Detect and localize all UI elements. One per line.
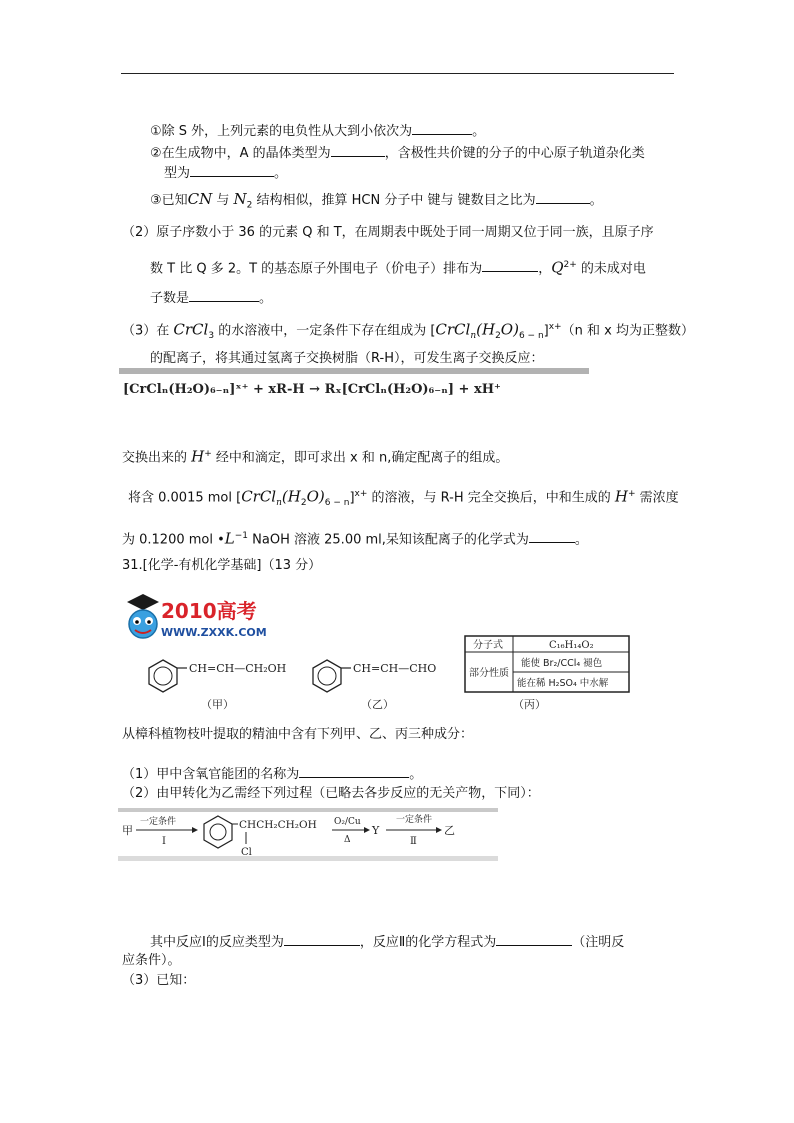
part3-text: （3）在 bbox=[122, 323, 174, 339]
crcl3-formula: CrCl bbox=[173, 320, 209, 339]
answer-blank[interactable] bbox=[536, 190, 590, 204]
bing-label: （丙） bbox=[513, 698, 546, 711]
h2o-subscript: 2 bbox=[495, 330, 501, 341]
q31-reaction-text-cont: ，反应Ⅱ的化学方程式为 bbox=[359, 935, 497, 950]
item3-end: 。 bbox=[589, 193, 603, 208]
answer-blank[interactable] bbox=[189, 288, 259, 302]
item1-end: 。 bbox=[472, 124, 486, 139]
answer-blank[interactable] bbox=[482, 258, 538, 272]
part3c-text: 交换出来的 bbox=[122, 450, 192, 466]
reaction-flow-image bbox=[118, 808, 498, 863]
header-rule bbox=[121, 73, 674, 74]
benzene-ring-jia bbox=[149, 660, 187, 692]
flow-y: Y bbox=[372, 824, 380, 837]
h2o-formula-2: (H bbox=[281, 487, 301, 506]
q31-part1-text: （1）甲中含氧官能团的名称为 bbox=[122, 767, 300, 782]
answer-blank[interactable] bbox=[529, 529, 575, 543]
yi-label: （乙） bbox=[361, 698, 394, 711]
arrow-right-icon bbox=[364, 827, 370, 833]
item2-text-cont: ，含极性共价键的分子的中心原子轨道杂化类 bbox=[384, 146, 645, 161]
flow-end: 乙 bbox=[444, 824, 455, 837]
q31-part1 bbox=[122, 764, 422, 784]
q31-reaction-note: （注明反 bbox=[572, 935, 625, 950]
table-property-2: 能在稀 H₂SO₄ 中水解 bbox=[517, 678, 609, 689]
flow-chlorine: Cl bbox=[241, 847, 252, 858]
q31-intro: 从樟科植物枝叶提取的精油中含有下列甲、乙、丙三种成分： bbox=[122, 727, 474, 742]
l-unit: L bbox=[224, 529, 235, 548]
h-charge: + bbox=[204, 449, 212, 459]
q30-part3-line2: 的配离子，将其通过氢离子交换树脂（R-H），可发生离子交换反应： bbox=[150, 351, 544, 366]
part3-note: （n 和 x 均为正整数） bbox=[561, 323, 694, 339]
q30-item3 bbox=[150, 190, 603, 215]
h2o-formula: (H bbox=[476, 320, 496, 339]
ion-exchange-equation-image bbox=[119, 368, 589, 402]
flow-step-1: Ⅰ bbox=[162, 836, 166, 847]
arrow-right-icon bbox=[436, 827, 442, 833]
answer-blank[interactable] bbox=[190, 163, 274, 177]
part2-text: 数 T 比 Q 多 2。T 的基态原子外围电子（价电子）排布为 bbox=[150, 261, 483, 277]
q30-item2-line1 bbox=[150, 143, 645, 163]
answer-blank[interactable] bbox=[412, 121, 472, 135]
complex-formula: CrCl bbox=[435, 320, 471, 339]
q31-part2: （2）由甲转化为乙需经下列过程（已略去各步反应的无关产物，下同）： bbox=[122, 786, 540, 801]
q30-part2-line3 bbox=[150, 288, 272, 308]
q30-part3-line4 bbox=[128, 485, 679, 512]
q30-part3-line5 bbox=[122, 527, 588, 549]
part3-text-cont: 的水溶液中，一定条件下存在组成为 [ bbox=[214, 323, 436, 339]
h2o-formula-end-2: O) bbox=[306, 487, 325, 506]
item2-text: ②在生成物中，A 的晶体类型为 bbox=[150, 146, 331, 161]
q30-part2-line1: （2）原子序数小于 36 的元素 Q 和 T，在周期表中既处于同一周期又位于同一族，且原子序 bbox=[122, 225, 654, 240]
q30-item2-line2 bbox=[164, 163, 287, 183]
part3d-text-cont: 的溶液，与 R-H 完全交换后，中和生成的 bbox=[367, 490, 615, 506]
n2-formula: N bbox=[233, 190, 247, 208]
reaction-equation: [CrClₙ(H₂O)₆₋ₙ]ˣ⁺ + xR-H → Rₓ[CrClₙ(H₂O)₆₋ₙ] + xH⁺ bbox=[123, 382, 501, 397]
h-charge-2: + bbox=[628, 489, 636, 499]
part3e-text-cont: NaOH 溶液 25.00 ml,呆知该配离子的化学式为 bbox=[248, 532, 529, 548]
l-exponent: −1 bbox=[234, 531, 249, 541]
bracket-close-2: ] bbox=[349, 490, 355, 506]
item1-text: ①除 S 外，上列元素的电负性从大到小依次为 bbox=[150, 124, 413, 139]
q-charge: 2+ bbox=[563, 260, 577, 270]
flow-step-2: Ⅱ bbox=[410, 836, 417, 847]
table-property-1: 能使 Br₂/CCl₄ 褪色 bbox=[521, 658, 603, 669]
organic-structures-image bbox=[121, 590, 651, 718]
n2-subscript: 2 bbox=[246, 200, 253, 211]
flow-condition-1: 一定条件 bbox=[140, 817, 177, 827]
q30-item1 bbox=[150, 121, 485, 141]
h2o-formula-end: O) bbox=[500, 320, 519, 339]
flow-condition-2: O₂/Cu bbox=[334, 817, 361, 827]
six-minus-n-subscript: 6 − n bbox=[518, 330, 544, 341]
q30-part2-line2: 数 T 比 Q 多 2。T 的基态原子外围电子（价电子）排布为 ，$Q^{2+}$ 的未成对电 bbox=[150, 258, 646, 277]
zxxk-logo bbox=[127, 594, 267, 639]
item2b-text: 型为 bbox=[164, 166, 191, 181]
part3d-end: 需浓度 bbox=[635, 490, 679, 506]
q31-reaction-line2: 应条件）。 bbox=[122, 953, 181, 968]
part3e-text: 为 0.1200 mol • bbox=[122, 532, 225, 548]
table-header-properties: 部分性质 bbox=[469, 668, 509, 679]
q31-reaction-line1 bbox=[150, 932, 624, 952]
n-subscript: n bbox=[470, 330, 477, 341]
crcl3-subscript: 3 bbox=[208, 330, 215, 341]
flow-intermediate: CHCH₂CH₂OH bbox=[239, 819, 317, 831]
flow-heat: Δ bbox=[344, 835, 351, 845]
flow-start: 甲 bbox=[122, 824, 133, 837]
part2c-text: 子数是 bbox=[150, 291, 190, 306]
q31-reaction-text: 其中反应Ⅰ的反应类型为 bbox=[150, 935, 284, 950]
item2b-end: 。 bbox=[274, 166, 288, 181]
six-minus-n-subscript-2: 6 − n bbox=[324, 497, 350, 508]
jia-formula: CH=CH—CH₂OH bbox=[189, 662, 287, 675]
graduation-cap-icon bbox=[127, 594, 159, 610]
q31-title: 31.[化学-有机化学基础]（13 分） bbox=[122, 558, 322, 573]
q31-part3: （3）已知： bbox=[122, 973, 196, 988]
benzene-ring-intermediate bbox=[204, 816, 238, 848]
cn-formula: CN bbox=[187, 190, 213, 208]
table-molecular-formula: C₁₆H₁₄O₂ bbox=[549, 640, 594, 651]
jia-label: （甲） bbox=[201, 698, 234, 711]
n-subscript-2: n bbox=[276, 497, 282, 508]
item3-text-cont: 结构相似，推算 HCN 分子中 键与 键数目之比为 bbox=[252, 193, 536, 208]
h-ion-2: H bbox=[614, 487, 628, 506]
complex-formula-2: CrCl bbox=[241, 487, 277, 506]
q31-part1-end: 。 bbox=[409, 767, 423, 782]
answer-blank[interactable] bbox=[284, 932, 360, 946]
yi-formula: CH=CH—CHO bbox=[353, 662, 437, 675]
answer-blank[interactable] bbox=[496, 932, 572, 946]
bracket-close: ] bbox=[543, 323, 549, 339]
part3d-text: 将含 0.0015 mol [ bbox=[128, 490, 242, 506]
benzene-ring-yi bbox=[313, 660, 351, 692]
answer-blank[interactable] bbox=[331, 143, 385, 157]
bing-property-table bbox=[465, 636, 629, 692]
item3-and: 与 bbox=[212, 193, 234, 208]
logo-site: WWW.ZXXK.COM bbox=[161, 626, 267, 639]
charge-superscript-2: x+ bbox=[354, 489, 368, 499]
h2o-subscript-2: 2 bbox=[300, 497, 307, 508]
arrow-right-icon bbox=[192, 827, 198, 833]
part3e-end: 。 bbox=[574, 532, 588, 548]
q30-part3-line1 bbox=[122, 318, 694, 345]
item3-text: ③已知 bbox=[150, 193, 188, 208]
table-header-formula: 分子式 bbox=[473, 640, 503, 651]
answer-blank[interactable] bbox=[299, 764, 409, 778]
q-ion: Q bbox=[551, 258, 564, 277]
charge-superscript: x+ bbox=[548, 322, 562, 332]
logo-year: 2010高考 bbox=[161, 599, 257, 623]
q30-part3-line3 bbox=[122, 445, 508, 467]
part3c-text-cont: 经中和滴定，即可求出 x 和 n,确定配离子的组成。 bbox=[211, 450, 509, 466]
flow-condition-3: 一定条件 bbox=[396, 815, 433, 825]
part2c-end: 。 bbox=[259, 291, 273, 306]
part2-text-cont: 的未成对电 bbox=[576, 261, 646, 277]
h-ion: H bbox=[191, 447, 205, 466]
